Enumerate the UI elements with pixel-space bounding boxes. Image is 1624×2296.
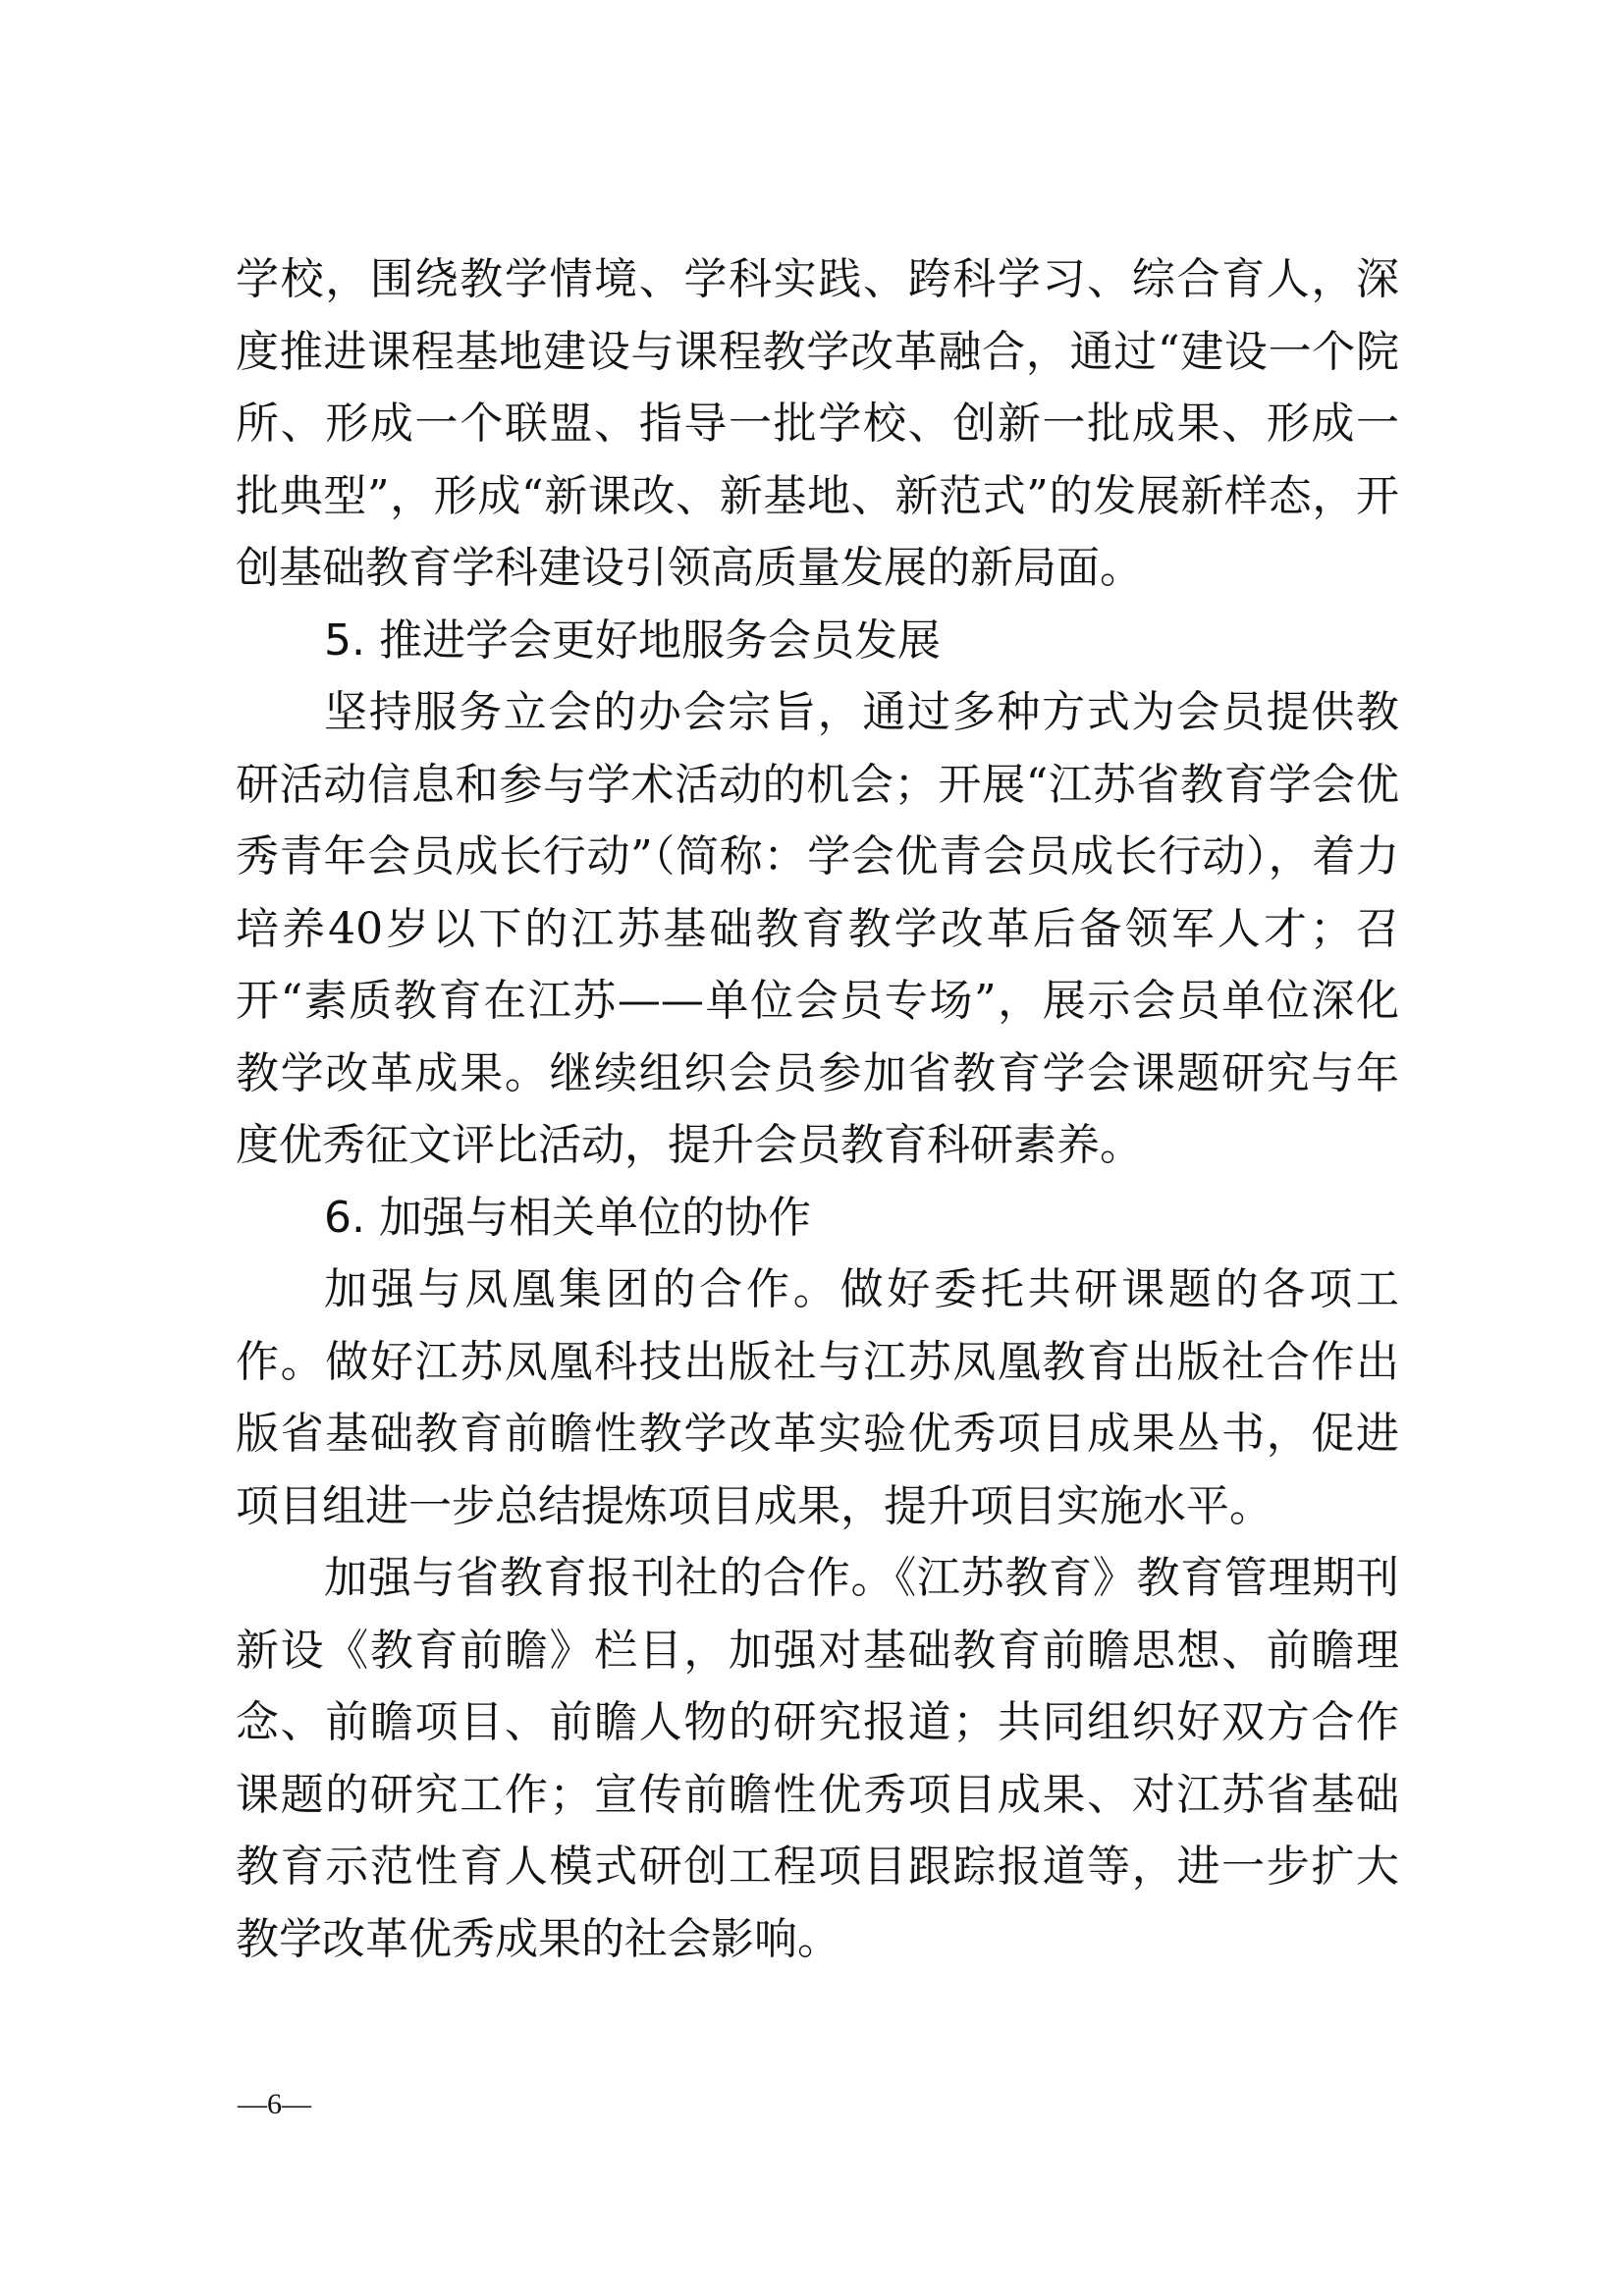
section-heading-5: 5. 推进学会更好地服务会员发展 [324, 614, 941, 666]
page-number: —6— [238, 2088, 311, 2120]
document-body [236, 243, 1399, 1975]
paragraph-member-service: 坚持服务立会的办会宗旨，通过多种方式为会员提供教研活动信息和参与学术活动的机会；开展“江苏省教育学会优秀青年会员成长行动”（简称：学会优青会员成长行动），着力培养40岁以下的江苏基础教育教学改革后备领军人才；召开“素质教育在江苏——单位会员专场”，展示会员单位深化教学改革成果。继续组织会员参加省教育学会课题研究与年度优秀征文评比活动，提升会员教育科研素养。 [236, 687, 1399, 1170]
paragraph-press-cooperation: 加强与省教育报刊社的合作。《江苏教育》教育管理期刊新设《教育前瞻》栏目，加强对基础教育前瞻思想、前瞻理念、前瞻项目、前瞻人物的研究报道；共同组织好双方合作课题的研究工作；宣传前瞻性优秀项目成果、对江苏省基础教育示范性育人模式研创工程项目跟踪报道等，进一步扩大教学改革优秀成果的社会影响。 [236, 1553, 1399, 1964]
section-heading-6: 6. 加强与相关单位的协作 [324, 1192, 811, 1243]
paragraph-phoenix-cooperation: 加强与凤凰集团的合作。做好委托共研课题的各项工作。做好江苏凤凰科技出版社与江苏凤凰教育出版社合作出版省基础教育前瞻性教学改革实验优秀项目成果丛书，促进项目组进一步总结提炼项目成果，提升项目实施水平。 [236, 1264, 1399, 1531]
paragraph-curriculum-base: 学校，围绕教学情境、学科实践、跨科学习、综合育人，深度推进课程基地建设与课程教学改革融合，通过“建设一个院所、形成一个联盟、指导一批学校、创新一批成果、形成一批典型”，形成“新课改、新基地、新范式”的发展新样态，开创基础教育学科建设引领高质量发展的新局面。 [236, 254, 1399, 593]
